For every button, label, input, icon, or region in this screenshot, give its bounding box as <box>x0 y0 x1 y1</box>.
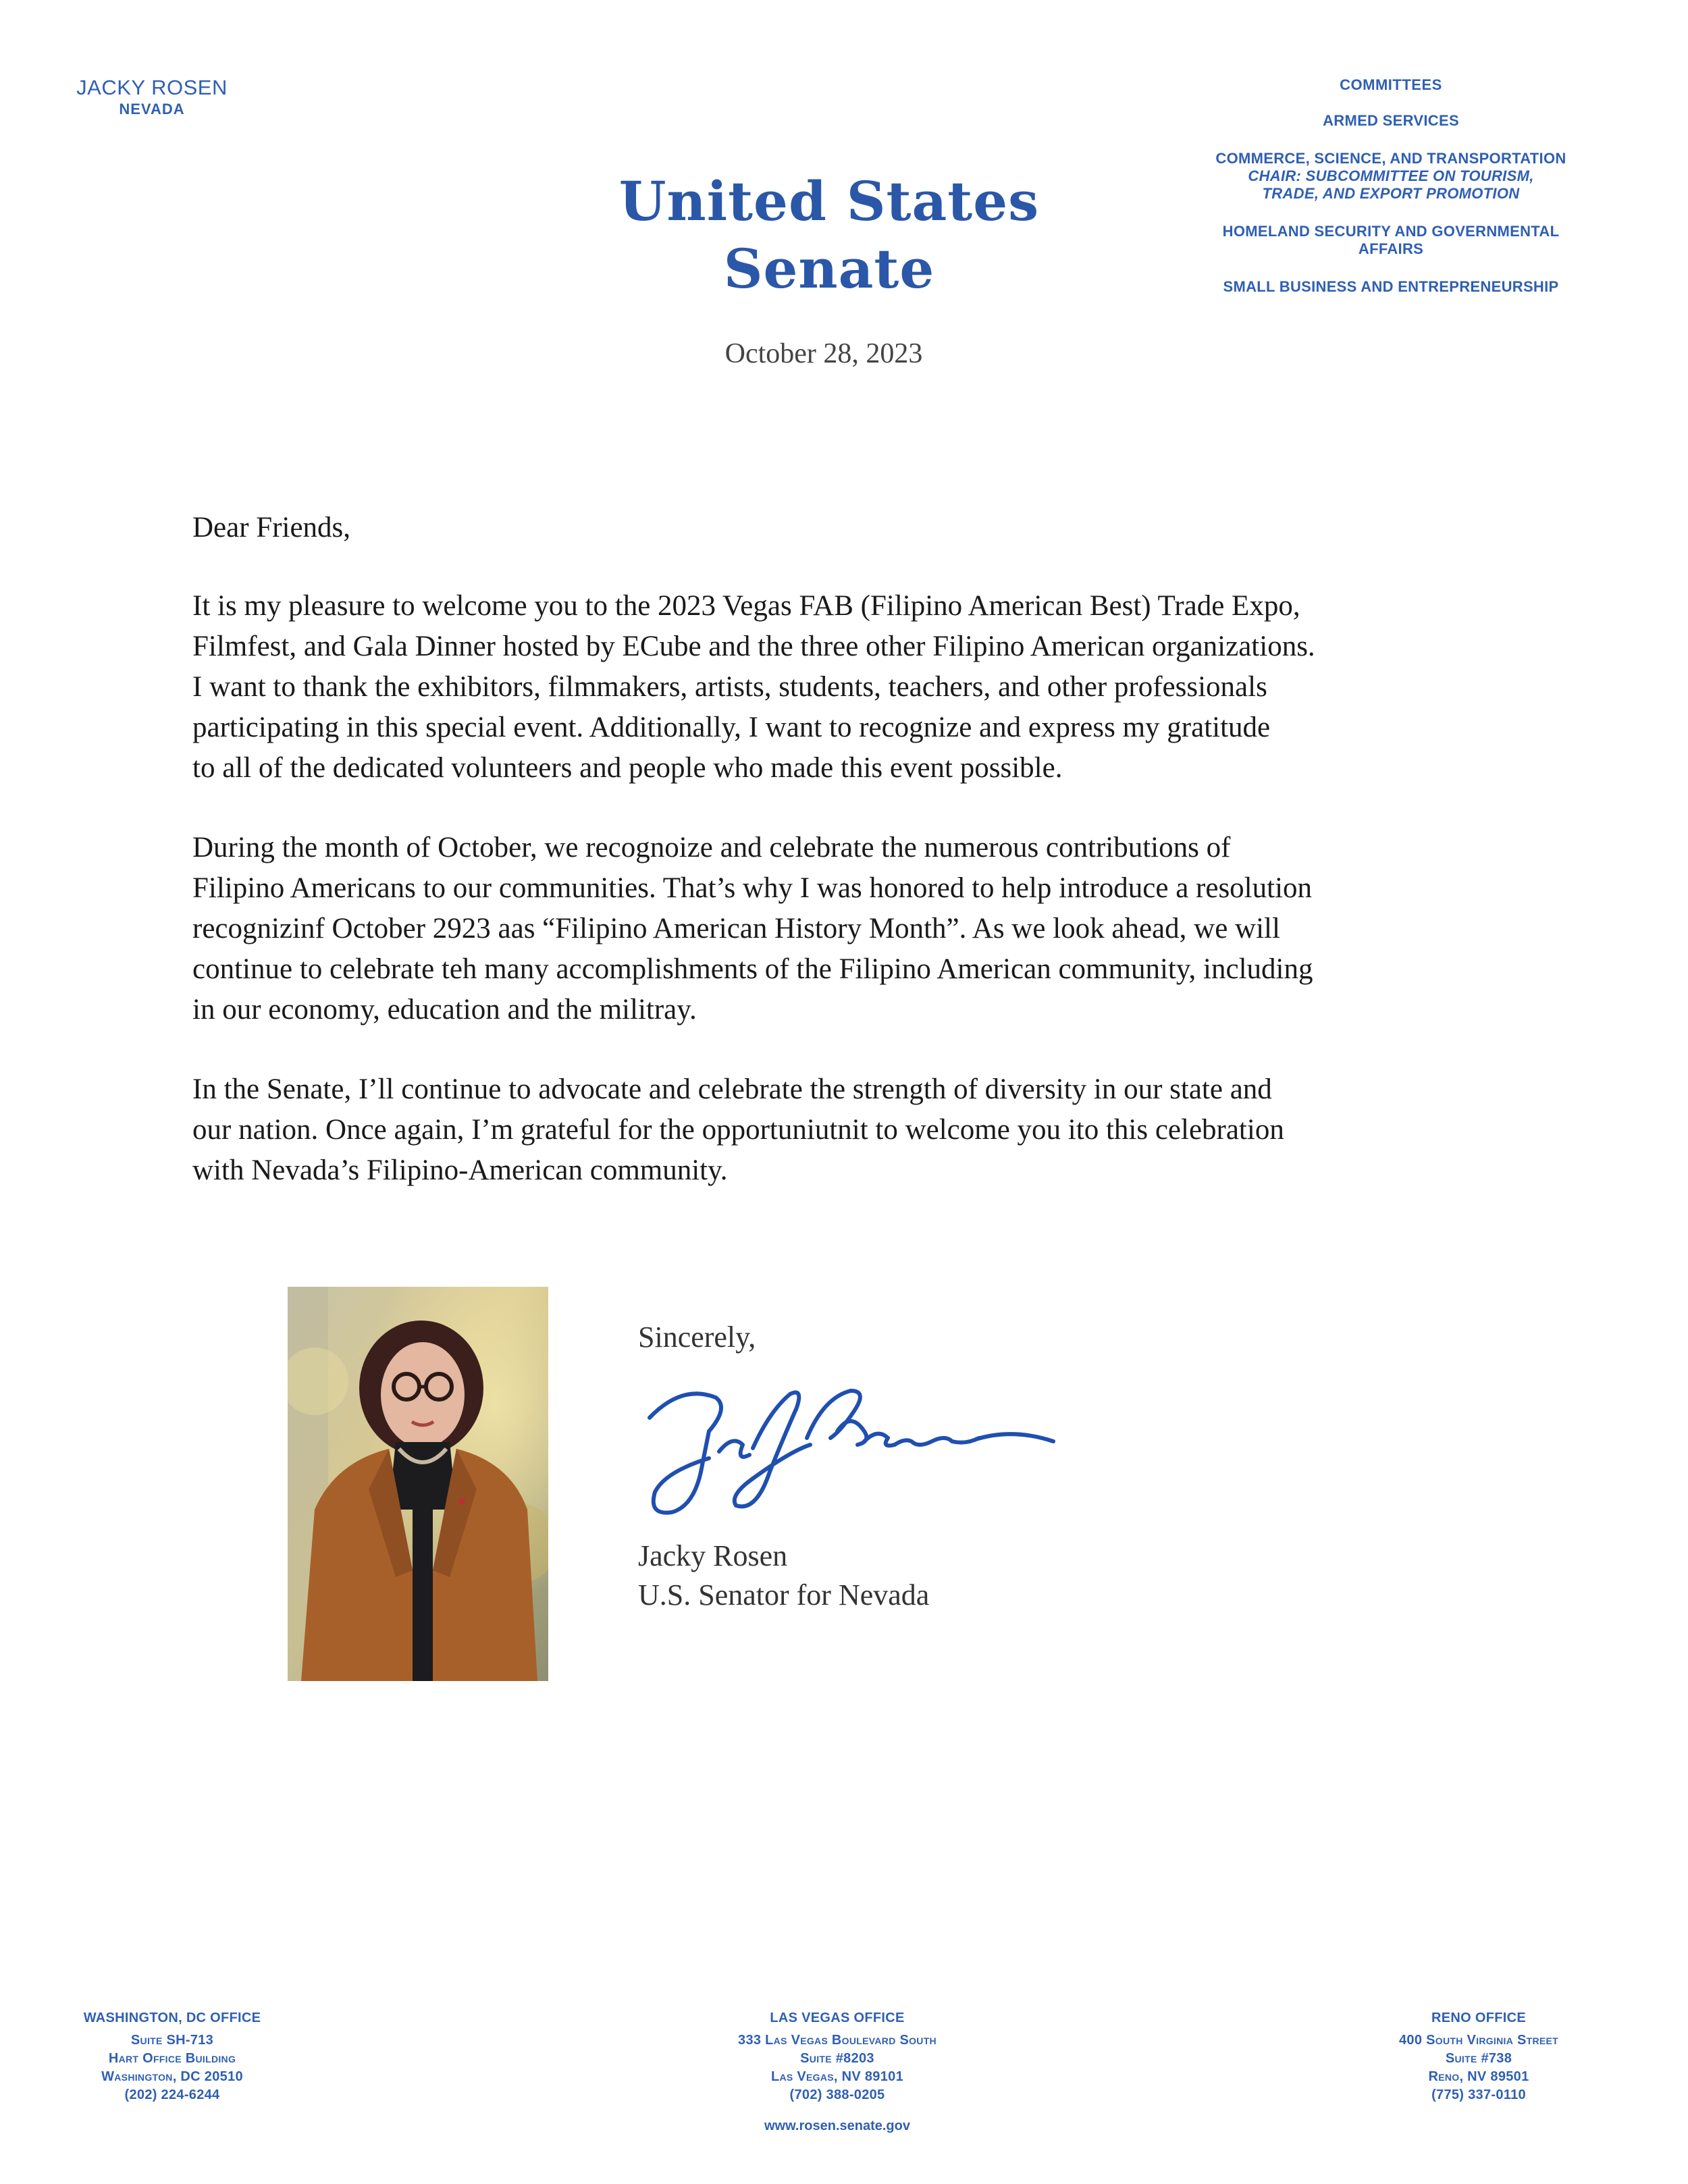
office-line: 400 South Virginia Street <box>1399 2033 1558 2048</box>
office-line: Suite SH-713 <box>130 2033 214 2048</box>
committee-name: ARMED SERVICES <box>1323 112 1459 129</box>
paragraph-line: recognizinf October 2923 aas “Filipino American History Month”. As we look ahead, we will <box>192 913 1280 944</box>
office-las-vegas <box>675 2009 999 2104</box>
paragraph-line: with Nevada’s Filipino-American community. <box>192 1154 728 1186</box>
sender-block <box>41 76 263 119</box>
paragraph-line: our nation. Once again, I’m grateful for the opportuniutnit to welcome you ito this celebration <box>192 1114 1284 1146</box>
committee-name: HOMELAND SECURITY AND GOVERNMENTAL AFFAIRS <box>1222 223 1560 257</box>
portrait-illustration <box>288 1287 548 1681</box>
office-line: 333 Las Vegas Boulevard South <box>738 2033 937 2048</box>
signer-title: U.S. Senator for Nevada <box>638 1578 930 1612</box>
office-name: LAS VEGAS OFFICE <box>770 2010 905 2025</box>
paragraph-line: participating in this special event. Additionally, I want to recognize and express my gratitude <box>192 712 1271 743</box>
office-line: Suite #8203 <box>800 2051 874 2066</box>
office-reno <box>1350 2009 1607 2104</box>
paragraph-2 <box>192 828 1536 1030</box>
paragraph-line: continue to celebrate teh many accomplishments of the Filipino American community, including <box>192 953 1313 985</box>
office-name: WASHINGTON, DC OFFICE <box>83 2010 261 2025</box>
senator-name: JACKY ROSEN <box>76 76 228 99</box>
signer-block <box>638 1537 929 1615</box>
committee-name: COMMERCE, SCIENCE, AND TRANSPORTATION <box>1215 150 1566 167</box>
office-line: Suite #738 <box>1445 2051 1512 2066</box>
handwritten-signature <box>635 1370 1067 1546</box>
paragraph-1 <box>192 586 1536 789</box>
office-washington <box>61 2009 284 2104</box>
office-line: Reno, NV 89501 <box>1428 2069 1529 2084</box>
signature-image <box>635 1370 1067 1546</box>
office-phone: (775) 337-0110 <box>1431 2087 1526 2102</box>
office-name: RENO OFFICE <box>1431 2010 1526 2025</box>
committee-item <box>1188 150 1593 203</box>
paragraph-line: I want to thank the exhibitors, filmmakers, artists, students, teachers, and other professionals <box>192 671 1267 703</box>
senate-masthead: United States Senate <box>618 169 1040 300</box>
office-phone: (702) 388-0205 <box>789 2087 885 2102</box>
paragraph-line: in our economy, education and the militray. <box>192 994 697 1026</box>
committee-item <box>1188 112 1593 130</box>
committee-name: SMALL BUSINESS AND ENTREPRENEURSHIP <box>1223 278 1559 295</box>
signer-name: Jacky Rosen <box>638 1539 788 1572</box>
letter-date: October 28, 2023 <box>724 338 923 369</box>
committees-heading: COMMITTEES <box>1340 76 1442 93</box>
committee-item <box>1188 223 1593 258</box>
paragraph-line: Filmfest, and Gala Dinner hosted by ECube and the three other Filipino American organizations. <box>192 631 1315 662</box>
closing: Sincerely, <box>638 1321 756 1354</box>
greeting: Dear Friends, <box>192 512 351 543</box>
committees-block <box>1188 76 1593 316</box>
office-line: Las Vegas, NV 89101 <box>770 2069 903 2084</box>
senator-portrait-photo <box>288 1287 548 1681</box>
paragraph-line: During the month of October, we recognoize and celebrate the numerous contributions of <box>192 832 1231 863</box>
office-line: Washington, DC 20510 <box>101 2069 243 2084</box>
paragraph-line: Filipino Americans to our communities. That’s why I was honored to help introduce a resolution <box>192 872 1313 904</box>
website-link[interactable]: www.rosen.senate.gov <box>764 2119 910 2133</box>
paragraph-3 <box>192 1069 1536 1191</box>
committee-item <box>1188 278 1593 296</box>
senator-state: NEVADA <box>119 101 185 117</box>
paragraph-line: to all of the dedicated volunteers and people who made this event possible. <box>192 752 1063 784</box>
letter-body <box>192 508 1536 1230</box>
paragraph-line: In the Senate, I’ll continue to advocate and celebrate the strength of diversity in our state and <box>192 1073 1272 1105</box>
paragraph-line: It is my pleasure to welcome you to the 2023 Vegas FAB (Filipino American Best) Trade Expo, <box>192 590 1300 622</box>
office-phone: (202) 224-6244 <box>124 2087 220 2102</box>
office-line: Hart Office Building <box>108 2051 236 2066</box>
committee-subtitle: CHAIR: SUBCOMMITTEE ON TOURISM, TRADE, AND EXPORT PROMOTION <box>1248 167 1534 202</box>
